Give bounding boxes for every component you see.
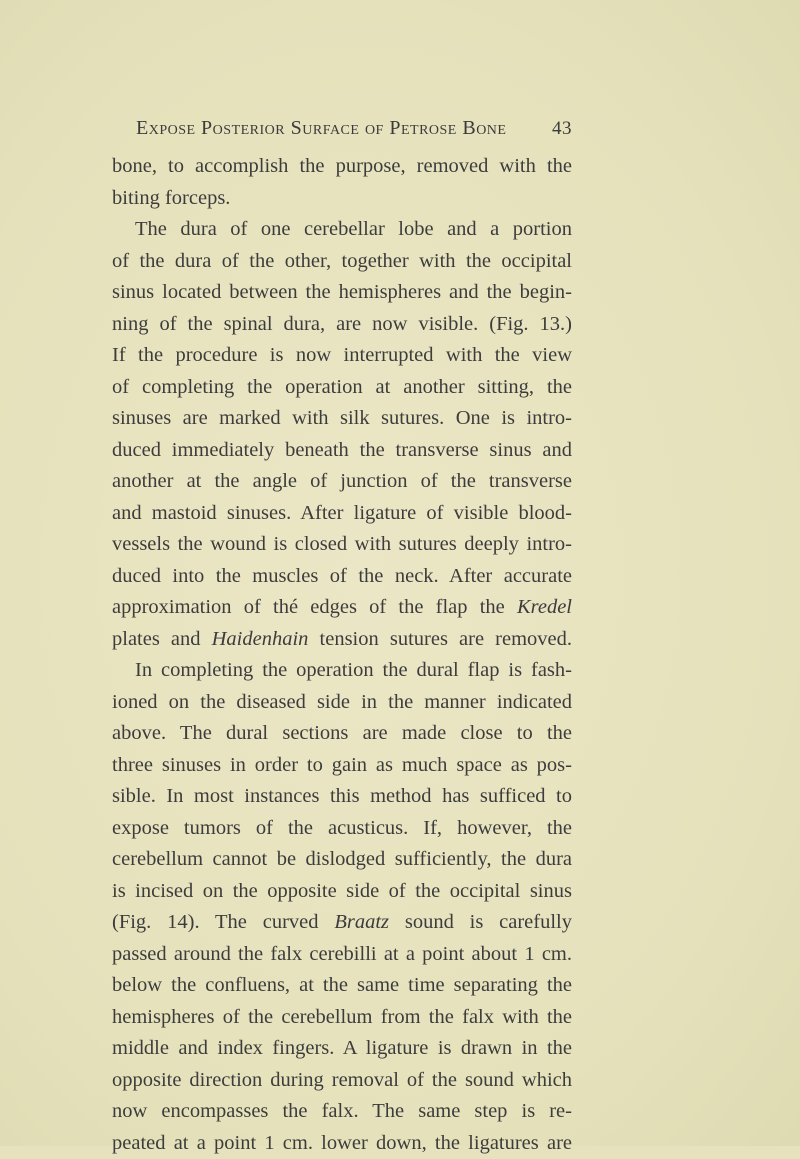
- text-segment: peated at a point 1 cm. lower down, the ligatures are: [112, 1132, 572, 1154]
- text-segment: ning of the spinal dura, are now visible. (Fig. 13.): [112, 313, 572, 335]
- text-line: [112, 624, 572, 656]
- text-segment: expose tumors of the acusticus. If, however, the: [112, 817, 572, 839]
- text-segment: bone, to accomplish the purpose, removed with the: [112, 155, 572, 177]
- text-segment: middle and index fingers. A ligature is drawn in the: [112, 1037, 572, 1059]
- text-segment: approximation of thé edges of the flap the: [112, 596, 517, 618]
- text-line: [112, 183, 572, 215]
- text-segment: opposite direction during removal of the sound which: [112, 1069, 572, 1091]
- text-line: [112, 466, 572, 498]
- text-segment: sound is carefully: [389, 911, 572, 933]
- text-line: [112, 151, 572, 183]
- text-line: [112, 1065, 572, 1097]
- text-segment: biting forceps.: [112, 187, 230, 209]
- text-segment: below the confluens, at the same time separating the: [112, 974, 572, 996]
- text-segment: If the procedure is now interrupted with the view: [112, 344, 572, 366]
- text-segment: of completing the operation at another sitting, the: [112, 376, 572, 398]
- running-head: [136, 117, 572, 140]
- italic-name: Braatz: [334, 911, 389, 933]
- text-line: [112, 844, 572, 876]
- text-line: [112, 1096, 572, 1128]
- text-line: [112, 592, 572, 624]
- text-line: [112, 214, 572, 246]
- text-segment: and mastoid sinuses. After ligature of visible blood-: [112, 502, 572, 524]
- text-line: [112, 277, 572, 309]
- text-segment: passed around the falx cerebilli at a point about 1 cm.: [112, 943, 572, 965]
- text-line: [112, 655, 572, 687]
- text-line: [112, 246, 572, 278]
- text-line: [112, 435, 572, 467]
- text-line: [112, 970, 572, 1002]
- text-line: [112, 1033, 572, 1065]
- page-number: 43: [552, 118, 572, 140]
- text-segment: plates and: [112, 628, 212, 650]
- text-line: [112, 340, 572, 372]
- text-segment: vessels the wound is closed with sutures deeply intro-: [112, 533, 572, 555]
- text-segment: another at the angle of junction of the transverse: [112, 470, 572, 492]
- text-segment: (Fig. 14). The curved: [112, 911, 334, 933]
- running-title: Expose Posterior Surface of Petrose Bone: [136, 117, 506, 140]
- text-line: [112, 498, 572, 530]
- body-text: [112, 151, 572, 1159]
- italic-name: Kredel: [517, 596, 572, 618]
- text-line: [112, 1002, 572, 1034]
- text-segment: tension sutures are removed.: [308, 628, 572, 650]
- text-segment: sible. In most instances this method has sufficed to: [112, 785, 572, 807]
- text-line: [112, 309, 572, 341]
- text-line: [112, 750, 572, 782]
- text-segment: above. The dural sections are made close to the: [112, 722, 572, 744]
- text-segment: three sinuses in order to gain as much space as pos-: [112, 754, 572, 776]
- text-segment: ioned on the diseased side in the manner indicated: [112, 691, 572, 713]
- text-line: [112, 372, 572, 404]
- italic-name: Haidenhain: [212, 628, 309, 650]
- text-segment: hemispheres of the cerebellum from the falx with the: [112, 1006, 572, 1028]
- text-line: [112, 529, 572, 561]
- text-segment: In completing the operation the dural flap is fash-: [135, 659, 572, 681]
- text-line: [112, 561, 572, 593]
- text-line: [112, 939, 572, 971]
- text-segment: sinuses are marked with silk sutures. One is intro-: [112, 407, 572, 429]
- text-segment: duced into the muscles of the neck. After accurate: [112, 565, 572, 587]
- text-line: [112, 813, 572, 845]
- text-segment: sinus located between the hemispheres and the begin-: [112, 281, 572, 303]
- text-line: [112, 403, 572, 435]
- text-segment: now encompasses the falx. The same step is re-: [112, 1100, 572, 1122]
- text-line: [112, 907, 572, 939]
- text-segment: duced immediately beneath the transverse sinus and: [112, 439, 572, 461]
- text-segment: of the dura of the other, together with the occipital: [112, 250, 572, 272]
- text-line: [112, 718, 572, 750]
- text-segment: is incised on the opposite side of the occipital sinus: [112, 880, 572, 902]
- text-segment: The dura of one cerebellar lobe and a portion: [135, 218, 572, 240]
- text-line: [112, 687, 572, 719]
- text-line: [112, 1128, 572, 1159]
- text-segment: cerebellum cannot be dislodged sufficiently, the dura: [112, 848, 572, 870]
- text-line: [112, 876, 572, 908]
- text-line: [112, 781, 572, 813]
